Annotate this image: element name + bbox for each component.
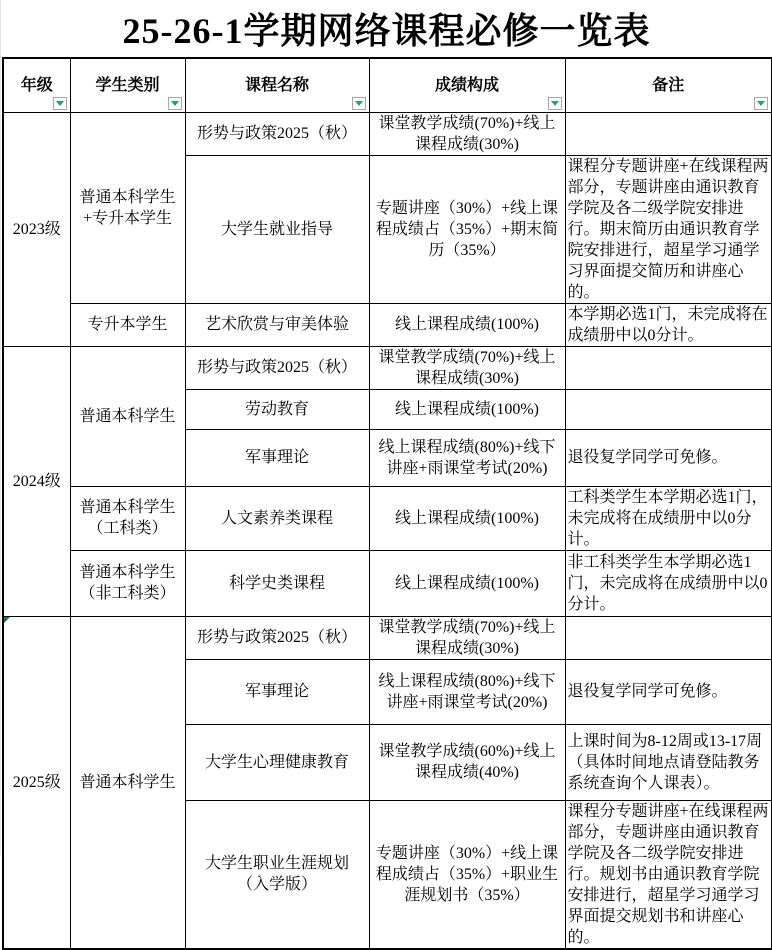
score-composition-cell[interactable]: 专题讲座（30%）+线上课程成绩占（35%）+职业生涯规划书（35%）: [369, 800, 565, 949]
course-name-cell[interactable]: 形势与政策2025（秋）: [185, 112, 369, 155]
cell-error-indicator-icon: [4, 617, 10, 623]
course-name-cell[interactable]: 军事理论: [185, 659, 369, 724]
column-header-remarks[interactable]: [565, 58, 772, 112]
score-composition-cell[interactable]: 线上课程成绩(80%)+线下讲座+雨课堂考试(20%): [369, 659, 565, 724]
column-header-grade[interactable]: [3, 58, 70, 112]
note-cell[interactable]: 退役复学同学可免修。: [565, 659, 772, 724]
column-header-score-composition[interactable]: [369, 58, 565, 112]
note-cell[interactable]: 课程分专题讲座+在线课程两部分，专题讲座由通识教育学院及各二级学院安排进行。期末简历由通识教育学院安排进行，超星学习通学习界面提交简历和讲座心的。: [565, 155, 772, 303]
course-name-cell[interactable]: 大学生就业指导: [185, 155, 369, 303]
column-header-course-name[interactable]: [185, 58, 369, 112]
grade-label: 2024级: [12, 472, 61, 490]
grade-cell[interactable]: [3, 616, 70, 949]
column-header-label: 年级: [20, 76, 53, 94]
score-composition-cell[interactable]: 线上课程成绩(100%): [369, 550, 565, 616]
course-table: [2, 57, 772, 950]
course-name-cell[interactable]: 大学生心理健康教育: [185, 724, 369, 800]
course-row: [3, 303, 772, 346]
student-category-cell[interactable]: 普通本科学生: [70, 346, 185, 486]
filter-dropdown-button-score-composition[interactable]: [548, 97, 562, 110]
note-cell[interactable]: [565, 112, 772, 155]
course-row: [3, 616, 772, 659]
grade-cell[interactable]: [3, 112, 70, 346]
header-row: [3, 58, 772, 112]
grade-cell[interactable]: [3, 346, 70, 616]
student-category-cell[interactable]: 普通本科学生: [70, 616, 185, 949]
filter-triangle-icon: [56, 101, 64, 106]
course-name-cell[interactable]: 劳动教育: [185, 389, 369, 429]
grade-label: 2023级: [12, 220, 61, 238]
course-name-cell[interactable]: 大学生职业生涯规划（入学版）: [185, 800, 369, 949]
filter-triangle-icon: [757, 101, 765, 106]
filter-dropdown-button-remarks[interactable]: [754, 97, 768, 110]
course-name-cell[interactable]: 军事理论: [185, 429, 369, 486]
filter-triangle-icon: [171, 101, 179, 106]
note-cell[interactable]: 退役复学同学可免修。: [565, 429, 772, 486]
course-row: [3, 112, 772, 155]
student-category-cell[interactable]: 普通本科学生（工科类）: [70, 486, 185, 550]
note-cell[interactable]: [565, 616, 772, 659]
note-cell[interactable]: [565, 346, 772, 389]
score-composition-cell[interactable]: 线上课程成绩(80%)+线下讲座+雨课堂考试(20%): [369, 429, 565, 486]
filter-dropdown-button-student-category[interactable]: [168, 97, 182, 110]
course-row: [3, 550, 772, 616]
filter-triangle-icon: [551, 101, 559, 106]
score-composition-cell[interactable]: 线上课程成绩(100%): [369, 486, 565, 550]
score-composition-cell[interactable]: 专题讲座（30%）+线上课程成绩占（35%）+期末简历（35%）: [369, 155, 565, 303]
filter-dropdown-button-grade[interactable]: [53, 97, 67, 110]
note-cell[interactable]: 上课时间为8-12周或13-17周（具体时间地点请登陆教务系统查询个人课表）。: [565, 724, 772, 800]
course-name-cell[interactable]: 形势与政策2025（秋）: [185, 616, 369, 659]
score-composition-cell[interactable]: 课堂教学成绩(70%)+线上课程成绩(30%): [369, 346, 565, 389]
column-header-student-category[interactable]: [70, 58, 185, 112]
score-composition-cell[interactable]: 线上课程成绩(100%): [369, 389, 565, 429]
course-name-cell[interactable]: 形势与政策2025（秋）: [185, 346, 369, 389]
filter-triangle-icon: [355, 101, 363, 106]
filter-dropdown-button-course-name[interactable]: [352, 97, 366, 110]
note-cell[interactable]: 工科类学生本学期必选1门，未完成将在成绩册中以0分计。: [565, 486, 772, 550]
score-composition-cell[interactable]: 课堂教学成绩(60%)+线上课程成绩(40%): [369, 724, 565, 800]
score-composition-cell[interactable]: 课堂教学成绩(70%)+线上课程成绩(30%): [369, 616, 565, 659]
course-row: [3, 486, 772, 550]
column-header-label: 备注: [652, 76, 685, 94]
grade-label: 2025级: [12, 773, 61, 791]
course-name-cell[interactable]: 艺术欣赏与审美体验: [185, 303, 369, 346]
page-title: 25-26-1学期网络课程必修一览表: [122, 11, 651, 51]
note-cell[interactable]: 课程分专题讲座+在线课程两部分，专题讲座由通识教育学院及各二级学院安排进行。规划书由通识教育学院安排进行，超星学习通学习界面提交规划书和讲座心的。: [565, 800, 772, 949]
note-cell[interactable]: 本学期必选1门，未完成将在成绩册中以0分计。: [565, 303, 772, 346]
course-name-cell[interactable]: 科学史类课程: [185, 550, 369, 616]
course-row: [3, 346, 772, 389]
score-composition-cell[interactable]: 课堂教学成绩(70%)+线上课程成绩(30%): [369, 112, 565, 155]
column-header-label: 学生类别: [95, 76, 160, 94]
score-composition-cell[interactable]: 线上课程成绩(100%): [369, 303, 565, 346]
student-category-cell[interactable]: 普通本科学生（非工科类）: [70, 550, 185, 616]
column-header-label: 成绩构成: [434, 76, 499, 94]
student-category-cell[interactable]: 专升本学生: [70, 303, 185, 346]
column-header-label: 课程名称: [244, 76, 309, 94]
course-name-cell[interactable]: 人文素养类课程: [185, 486, 369, 550]
student-category-cell[interactable]: 普通本科学生+专升本学生: [70, 112, 185, 303]
note-cell[interactable]: [565, 389, 772, 429]
note-cell[interactable]: 非工科类学生本学期必选1门，未完成将在成绩册中以0分计。: [565, 550, 772, 616]
